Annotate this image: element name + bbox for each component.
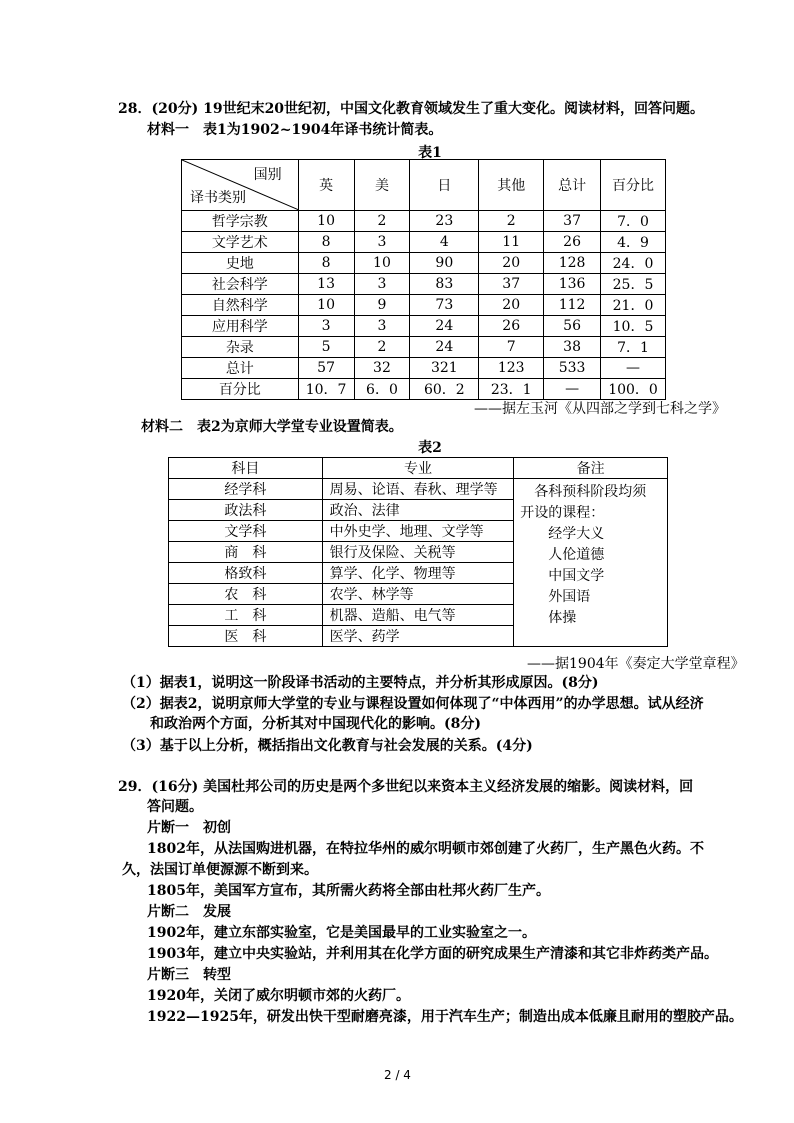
table1-row-label: 哲学宗教 xyxy=(182,211,299,232)
q29-line: 片断一 初创 xyxy=(147,820,231,836)
table1-cell: 321 xyxy=(410,358,479,379)
table1-row xyxy=(182,274,666,295)
table2-major: 农学、林学等 xyxy=(322,584,514,605)
table1-row-label: 应用科学 xyxy=(182,316,299,337)
table1-cell: 37 xyxy=(544,211,601,232)
table2-subject: 格致科 xyxy=(169,563,323,584)
table2-note-line: 人伦道德 xyxy=(520,547,605,563)
table1-row-label: 百分比 xyxy=(182,379,299,400)
table1-row xyxy=(182,211,666,232)
table1-cell: 25．5 xyxy=(601,274,666,295)
table1-row-label: 文学艺术 xyxy=(182,232,299,253)
q28-material-1: 材料一 表1为1902~1904年译书统计简表。 xyxy=(147,122,443,138)
page-number: 2 / 4 xyxy=(384,1068,411,1082)
table1-cell: 23．1 xyxy=(479,379,544,400)
table1-row xyxy=(182,253,666,274)
table2-note-line: 开设的课程： xyxy=(520,505,605,521)
table1-cell: 13 xyxy=(298,274,354,295)
table2-note-line: 经学大义 xyxy=(520,526,605,542)
table1-cell: 11 xyxy=(479,232,544,253)
table1-corner-top: 国别 xyxy=(253,167,282,183)
table1-cell: 38 xyxy=(544,337,601,358)
table1-header-row xyxy=(182,160,666,211)
table1-cell: 4 xyxy=(410,232,479,253)
table1-header: 百分比 xyxy=(601,160,666,211)
table2-note-line: 外国语 xyxy=(520,589,591,605)
table1-cell: — xyxy=(601,358,666,379)
table2-subject: 工 科 xyxy=(169,605,323,626)
q29-line: 1920年，关闭了威尔明顿市郊的火药厂。 xyxy=(147,988,410,1004)
table1-cell: 21．0 xyxy=(601,295,666,316)
table1-cell: 533 xyxy=(544,358,601,379)
table2-note xyxy=(514,479,668,647)
q28-header: 28．(20分) 19世纪末20世纪初，中国文化教育领域发生了重大变化。阅读材料，回答问题。 xyxy=(118,101,705,117)
q29-header-cont: 答问题。 xyxy=(147,799,203,815)
table1-cell: 6．0 xyxy=(354,379,410,400)
table1-row xyxy=(182,337,666,358)
table2-major: 银行及保险、关税等 xyxy=(322,542,514,563)
table1-cell: 23 xyxy=(410,211,479,232)
table1-row-label: 总计 xyxy=(182,358,299,379)
table2-header: 备注 xyxy=(514,458,668,479)
table1-cell: 7 xyxy=(479,337,544,358)
table2-major: 政治、法律 xyxy=(322,500,514,521)
table1-corner-bottom: 译书类别 xyxy=(190,190,246,206)
table2-major: 周易、论语、春秋、理学等 xyxy=(322,479,514,500)
table1-header: 其他 xyxy=(479,160,544,211)
q29-line: 1903年，建立中央实验站，并利用其在化学方面的研究成果生产清漆和其它非炸药类产品。 xyxy=(147,946,718,962)
table1-cell: — xyxy=(544,379,601,400)
table1-cell: 10．5 xyxy=(601,316,666,337)
q29-line: 1802年，从法国购进机器，在特拉华州的威尔明顿市郊创建了火药厂，生产黑色火药。不 xyxy=(147,841,704,857)
table1-cell: 3 xyxy=(354,316,410,337)
table2-header: 专业 xyxy=(322,458,514,479)
table2-subject: 经学科 xyxy=(169,479,323,500)
table2-major: 机器、造船、电气等 xyxy=(322,605,514,626)
table1-cell: 24．0 xyxy=(601,253,666,274)
table1-header: 英 xyxy=(298,160,354,211)
table1-cell: 10 xyxy=(354,253,410,274)
table1-cell: 32 xyxy=(354,358,410,379)
table2-subject: 文学科 xyxy=(169,521,323,542)
table1-header: 日 xyxy=(410,160,479,211)
table1-row-label: 自然科学 xyxy=(182,295,299,316)
table2-subject: 医 科 xyxy=(169,626,323,647)
table1-row xyxy=(182,358,666,379)
table2-subject: 政法科 xyxy=(169,500,323,521)
table1-cell: 112 xyxy=(544,295,601,316)
table1-row xyxy=(182,379,666,400)
table1-cell: 4．9 xyxy=(601,232,666,253)
table1-cell: 2 xyxy=(354,337,410,358)
table2-row xyxy=(169,479,668,500)
table1-header: 美 xyxy=(354,160,410,211)
table1-cell: 128 xyxy=(544,253,601,274)
table1-cell: 24 xyxy=(410,337,479,358)
table1-caption: 表1 xyxy=(418,145,442,161)
table1-row xyxy=(182,316,666,337)
table1-cell: 90 xyxy=(410,253,479,274)
table1-cell: 10 xyxy=(298,295,354,316)
table1-corner-cell xyxy=(182,160,299,211)
table2-major: 医学、药学 xyxy=(322,626,514,647)
table1-row-label: 史地 xyxy=(182,253,299,274)
table2-header: 科目 xyxy=(169,458,323,479)
table1-cell: 3 xyxy=(354,274,410,295)
table2-major: 算学、化学、物理等 xyxy=(322,563,514,584)
table1-row xyxy=(182,295,666,316)
q28-question: （1）据表1，说明这一阶段译书活动的主要特点，并分析其形成原因。(8分) xyxy=(122,675,599,691)
table2-source: ——据1904年《奏定大学堂章程》 xyxy=(527,656,745,672)
table1-cell: 56 xyxy=(544,316,601,337)
table1-row-label: 杂录 xyxy=(182,337,299,358)
table1-cell: 8 xyxy=(298,253,354,274)
q29-header: 29．(16分) 美国杜邦公司的历史是两个多世纪以来资本主义经济发展的缩影。阅读材料，回 xyxy=(118,779,694,795)
table1-row-label: 社会科学 xyxy=(182,274,299,295)
q29-line: 片断二 发展 xyxy=(147,904,231,920)
table1-cell: 2 xyxy=(479,211,544,232)
table1-cell: 20 xyxy=(479,253,544,274)
table1-cell: 10．7 xyxy=(298,379,354,400)
table1-cell: 7．1 xyxy=(601,337,666,358)
table1-cell: 60．2 xyxy=(410,379,479,400)
table1-cell: 20 xyxy=(479,295,544,316)
q29-line: 1902年，建立东部实验室，它是美国最早的工业实验室之一。 xyxy=(147,925,536,941)
q28-material-2: 材料二 表2为京师大学堂专业设置简表。 xyxy=(141,419,403,435)
table2 xyxy=(168,457,668,647)
table2-subject: 商 科 xyxy=(169,542,323,563)
q29-line: 久，法国订单便源源不断到来。 xyxy=(122,862,318,878)
table1-cell: 136 xyxy=(544,274,601,295)
table1-cell: 100．0 xyxy=(601,379,666,400)
table2-subject: 农 科 xyxy=(169,584,323,605)
table1 xyxy=(181,159,666,400)
table1-cell: 3 xyxy=(298,316,354,337)
table1-cell: 3 xyxy=(354,232,410,253)
table1-cell: 26 xyxy=(479,316,544,337)
q28-question: 和政治两个方面，分析其对中国现代化的影响。(8分) xyxy=(122,716,481,732)
q29-line: 片断三 转型 xyxy=(147,967,231,983)
table1-cell: 10 xyxy=(298,211,354,232)
table1-cell: 57 xyxy=(298,358,354,379)
table1-cell: 123 xyxy=(479,358,544,379)
q29-line: 1922—1925年，研发出快干型耐磨亮漆，用于汽车生产；制造出成本低廉且耐用的塑胶产品。 xyxy=(147,1009,743,1025)
table1-cell: 26 xyxy=(544,232,601,253)
table2-note-line: 中国文学 xyxy=(520,568,605,584)
q28-question: （3）基于以上分析，概括指出文化教育与社会发展的关系。(4分) xyxy=(122,738,533,754)
table1-source: ——据左玉河《从四部之学到七科之学》 xyxy=(474,401,726,417)
table1-cell: 24 xyxy=(410,316,479,337)
table1-cell: 83 xyxy=(410,274,479,295)
table2-note-line: 各科预科阶段均须 xyxy=(520,484,647,500)
table2-note-line: 体操 xyxy=(520,610,577,626)
table1-cell: 37 xyxy=(479,274,544,295)
table1-row xyxy=(182,232,666,253)
table1-cell: 7．0 xyxy=(601,211,666,232)
table2-major: 中外史学、地理、文学等 xyxy=(322,521,514,542)
table1-cell: 5 xyxy=(298,337,354,358)
table2-header-row xyxy=(169,458,668,479)
table2-caption: 表2 xyxy=(418,440,442,456)
table1-cell: 73 xyxy=(410,295,479,316)
table1-cell: 8 xyxy=(298,232,354,253)
table1-cell: 2 xyxy=(354,211,410,232)
q28-question: （2）据表2，说明京师大学堂的专业与课程设置如何体现了“中体西用”的办学思想。试从经济 xyxy=(122,696,704,712)
q29-line: 1805年，美国军方宣布，其所需火药将全部由杜邦火药厂生产。 xyxy=(147,883,550,899)
table1-header: 总计 xyxy=(544,160,601,211)
table1-cell: 9 xyxy=(354,295,410,316)
